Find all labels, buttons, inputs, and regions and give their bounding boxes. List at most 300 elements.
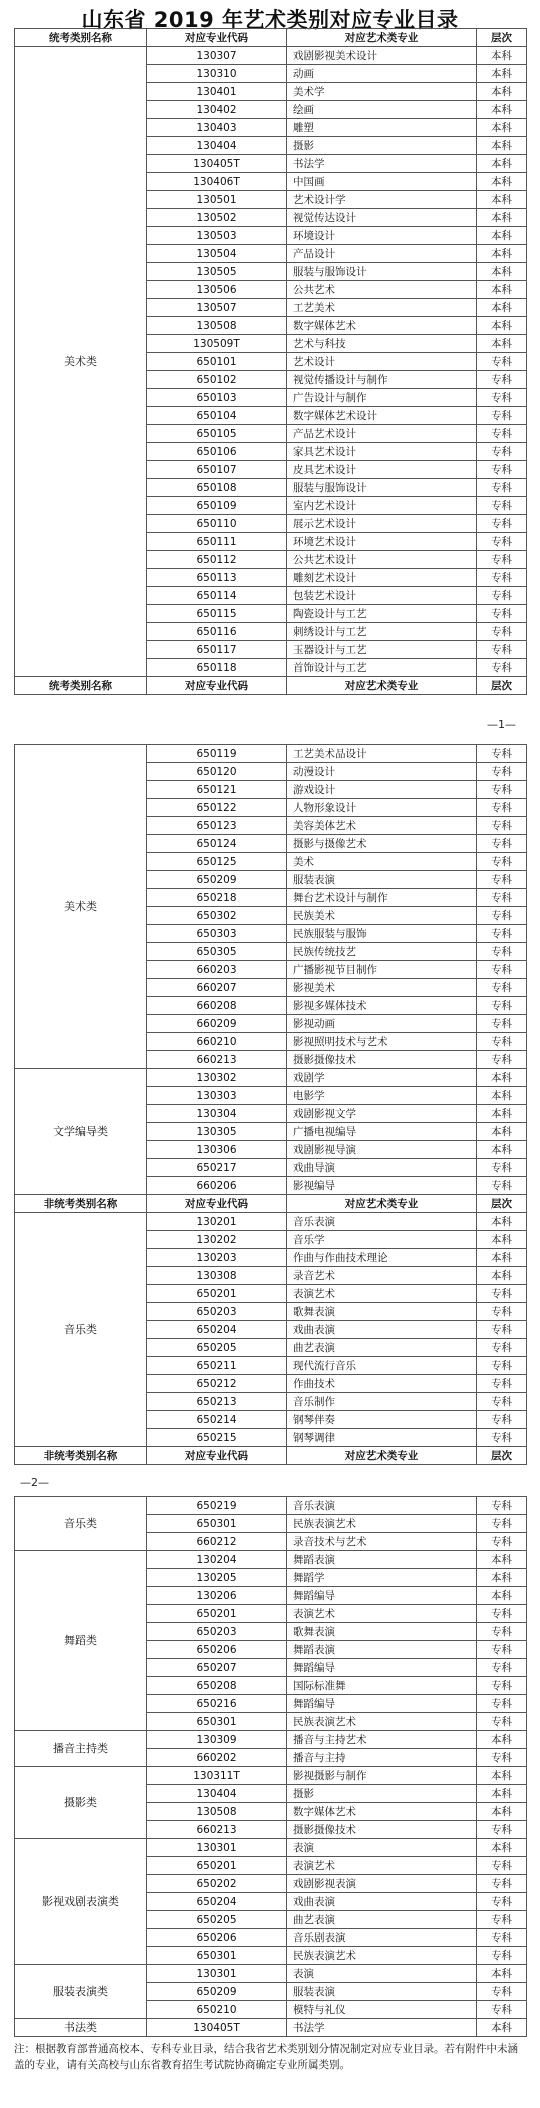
column-header: 层次 (477, 1447, 527, 1465)
major-code: 130404 (147, 1785, 287, 1803)
degree-level: 专科 (477, 461, 527, 479)
major-name: 舞蹈表演 (287, 1641, 477, 1659)
degree-level: 专科 (477, 1159, 527, 1177)
degree-level: 专科 (477, 443, 527, 461)
major-code: 660213 (147, 1051, 287, 1069)
major-code: 650214 (147, 1411, 287, 1429)
major-name: 室内艺术设计 (287, 497, 477, 515)
major-name: 舞台艺术设计与制作 (287, 889, 477, 907)
major-name: 舞蹈编导 (287, 1659, 477, 1677)
category-cell: 音乐类 (15, 1213, 147, 1447)
major-code: 130202 (147, 1231, 287, 1249)
major-name: 国际标准舞 (287, 1677, 477, 1695)
major-code: 650209 (147, 871, 287, 889)
degree-level: 专科 (477, 1893, 527, 1911)
major-name: 服装与服饰设计 (287, 479, 477, 497)
major-code: 130302 (147, 1069, 287, 1087)
degree-level: 本科 (477, 1069, 527, 1087)
table-row (15, 1069, 527, 1087)
major-code: 650212 (147, 1375, 287, 1393)
degree-level: 专科 (477, 533, 527, 551)
major-code: 650215 (147, 1429, 287, 1447)
degree-level: 专科 (477, 587, 527, 605)
column-header: 层次 (477, 677, 527, 695)
footnote: 注：根据教育部普通高校本、专科专业目录，结合我省艺术类别划分情况制定对应专业目录。若有附件中未涵盖的专业，请有关高校与山东省教育招生考试院协商确定专业所属类别。 (14, 2043, 518, 2071)
degree-level: 专科 (477, 371, 527, 389)
major-name: 作曲技术 (287, 1375, 477, 1393)
table-page-3 (14, 1496, 526, 2037)
column-header: 对应专业代码 (147, 677, 287, 695)
degree-level: 专科 (477, 1015, 527, 1033)
degree-level: 本科 (477, 1123, 527, 1141)
major-code: 130403 (147, 119, 287, 137)
degree-level: 专科 (477, 551, 527, 569)
major-name: 美术 (287, 853, 477, 871)
header-row (15, 1195, 527, 1213)
major-code: 660203 (147, 961, 287, 979)
degree-level: 专科 (477, 1641, 527, 1659)
degree-level: 本科 (477, 173, 527, 191)
major-code: 650106 (147, 443, 287, 461)
major-name: 影视照明技术与艺术 (287, 1033, 477, 1051)
degree-level: 专科 (477, 623, 527, 641)
major-name: 作曲与作曲技术理论 (287, 1249, 477, 1267)
degree-level: 本科 (477, 47, 527, 65)
degree-level: 本科 (477, 1141, 527, 1159)
major-name: 戏曲导演 (287, 1159, 477, 1177)
degree-level: 专科 (477, 889, 527, 907)
major-name: 视觉传达设计 (287, 209, 477, 227)
major-name: 民族表演艺术 (287, 1713, 477, 1731)
major-code: 130506 (147, 281, 287, 299)
major-code: 650209 (147, 1983, 287, 2001)
major-name: 音乐制作 (287, 1393, 477, 1411)
major-code: 650114 (147, 587, 287, 605)
degree-level: 专科 (477, 407, 527, 425)
table-row (15, 2019, 527, 2037)
major-code: 130307 (147, 47, 287, 65)
major-code: 650115 (147, 605, 287, 623)
major-code: 650301 (147, 1947, 287, 1965)
major-name: 美容美体艺术 (287, 817, 477, 835)
major-code: 650109 (147, 497, 287, 515)
major-name: 录音艺术 (287, 1267, 477, 1285)
column-header: 对应艺术类专业 (287, 677, 477, 695)
catalog-table (14, 1496, 527, 2037)
degree-level: 本科 (477, 263, 527, 281)
major-name: 摄影 (287, 137, 477, 155)
major-name: 首饰设计与工艺 (287, 659, 477, 677)
major-name: 雕刻艺术设计 (287, 569, 477, 587)
major-name: 播音与主持 (287, 1749, 477, 1767)
degree-level: 本科 (477, 1267, 527, 1285)
degree-level: 本科 (477, 1213, 527, 1231)
column-header: 对应艺术类专业 (287, 1195, 477, 1213)
major-code: 650204 (147, 1321, 287, 1339)
major-name: 歌舞表演 (287, 1623, 477, 1641)
major-name: 戏剧影视表演 (287, 1875, 477, 1893)
column-header: 对应专业代码 (147, 1447, 287, 1465)
major-code: 650210 (147, 2001, 287, 2019)
major-name: 工艺美术品设计 (287, 745, 477, 763)
major-name: 曲艺表演 (287, 1339, 477, 1357)
major-name: 广播影视节目制作 (287, 961, 477, 979)
catalog-table (14, 744, 527, 1465)
major-code: 660202 (147, 1749, 287, 1767)
major-code: 130508 (147, 1803, 287, 1821)
major-name: 数字媒体艺术 (287, 317, 477, 335)
major-code: 660206 (147, 1177, 287, 1195)
major-name: 服装与服饰设计 (287, 263, 477, 281)
major-code: 130405T (147, 2019, 287, 2037)
category-cell: 书法类 (15, 2019, 147, 2037)
degree-level: 专科 (477, 1749, 527, 1767)
degree-level: 专科 (477, 1623, 527, 1641)
page-number-1: —1— (487, 718, 516, 731)
degree-level: 专科 (477, 1321, 527, 1339)
major-code: 650219 (147, 1497, 287, 1515)
major-name: 表演 (287, 1839, 477, 1857)
major-name: 产品设计 (287, 245, 477, 263)
degree-level: 本科 (477, 1965, 527, 1983)
degree-level: 本科 (477, 335, 527, 353)
major-code: 650216 (147, 1695, 287, 1713)
degree-level: 专科 (477, 997, 527, 1015)
major-name: 书法学 (287, 155, 477, 173)
degree-level: 本科 (477, 1785, 527, 1803)
major-name: 环境艺术设计 (287, 533, 477, 551)
major-code: 130301 (147, 1839, 287, 1857)
degree-level: 本科 (477, 1249, 527, 1267)
major-code: 130309 (147, 1731, 287, 1749)
major-name: 服装表演 (287, 871, 477, 889)
major-name: 雕塑 (287, 119, 477, 137)
major-name: 游戏设计 (287, 781, 477, 799)
header-row (15, 677, 527, 695)
major-code: 650113 (147, 569, 287, 587)
major-code: 650218 (147, 889, 287, 907)
degree-level: 本科 (477, 119, 527, 137)
degree-level: 本科 (477, 155, 527, 173)
major-code: 130406T (147, 173, 287, 191)
major-code: 650110 (147, 515, 287, 533)
degree-level: 专科 (477, 389, 527, 407)
major-name: 戏剧影视导演 (287, 1141, 477, 1159)
major-name: 播音与主持艺术 (287, 1731, 477, 1749)
major-name: 音乐学 (287, 1231, 477, 1249)
major-name: 摄影与摄像艺术 (287, 835, 477, 853)
major-code: 130402 (147, 101, 287, 119)
degree-level: 本科 (477, 227, 527, 245)
major-name: 舞蹈编导 (287, 1587, 477, 1605)
major-code: 650208 (147, 1677, 287, 1695)
table-row (15, 1767, 527, 1785)
degree-level: 专科 (477, 1339, 527, 1357)
degree-level: 专科 (477, 763, 527, 781)
major-code: 650107 (147, 461, 287, 479)
degree-level: 本科 (477, 1731, 527, 1749)
major-code: 650301 (147, 1713, 287, 1731)
major-code: 130305 (147, 1123, 287, 1141)
degree-level: 本科 (477, 245, 527, 263)
degree-level: 专科 (477, 1533, 527, 1551)
degree-level: 专科 (477, 1497, 527, 1515)
major-code: 130504 (147, 245, 287, 263)
major-code: 130508 (147, 317, 287, 335)
degree-level: 专科 (477, 1393, 527, 1411)
major-name: 钢琴调律 (287, 1429, 477, 1447)
major-code: 650302 (147, 907, 287, 925)
column-header: 对应艺术类专业 (287, 29, 477, 47)
major-name: 美术学 (287, 83, 477, 101)
major-code: 650120 (147, 763, 287, 781)
major-code: 650206 (147, 1641, 287, 1659)
major-name: 视觉传播设计与制作 (287, 371, 477, 389)
major-code: 130501 (147, 191, 287, 209)
major-name: 公共艺术 (287, 281, 477, 299)
major-code: 650125 (147, 853, 287, 871)
degree-level: 专科 (477, 641, 527, 659)
major-code: 650211 (147, 1357, 287, 1375)
major-name: 绘画 (287, 101, 477, 119)
degree-level: 专科 (477, 1051, 527, 1069)
degree-level: 本科 (477, 137, 527, 155)
degree-level: 专科 (477, 1713, 527, 1731)
degree-level: 专科 (477, 1911, 527, 1929)
degree-level: 本科 (477, 299, 527, 317)
major-code: 650201 (147, 1857, 287, 1875)
page-number-2: —2— (20, 1476, 49, 1489)
degree-level: 本科 (477, 1551, 527, 1569)
major-code: 650202 (147, 1875, 287, 1893)
major-code: 130502 (147, 209, 287, 227)
major-code: 650305 (147, 943, 287, 961)
major-name: 摄影摄像技术 (287, 1051, 477, 1069)
major-name: 表演 (287, 1965, 477, 1983)
degree-level: 专科 (477, 1375, 527, 1393)
major-code: 130505 (147, 263, 287, 281)
degree-level: 专科 (477, 961, 527, 979)
degree-level: 本科 (477, 317, 527, 335)
degree-level: 专科 (477, 353, 527, 371)
degree-level: 专科 (477, 1695, 527, 1713)
degree-level: 本科 (477, 1087, 527, 1105)
column-header: 统考类别名称 (15, 677, 147, 695)
degree-level: 专科 (477, 1411, 527, 1429)
degree-level: 专科 (477, 1605, 527, 1623)
major-name: 表演艺术 (287, 1857, 477, 1875)
major-code: 130203 (147, 1249, 287, 1267)
degree-level: 专科 (477, 817, 527, 835)
degree-level: 本科 (477, 65, 527, 83)
major-name: 刺绣设计与工艺 (287, 623, 477, 641)
major-code: 650201 (147, 1605, 287, 1623)
major-code: 650112 (147, 551, 287, 569)
major-name: 录音技术与艺术 (287, 1533, 477, 1551)
degree-level: 专科 (477, 1677, 527, 1695)
major-name: 包装艺术设计 (287, 587, 477, 605)
major-name: 戏剧影视美术设计 (287, 47, 477, 65)
degree-level: 专科 (477, 1857, 527, 1875)
major-name: 陶瓷设计与工艺 (287, 605, 477, 623)
major-name: 民族美术 (287, 907, 477, 925)
major-code: 650104 (147, 407, 287, 425)
major-code: 660209 (147, 1015, 287, 1033)
major-name: 服装表演 (287, 1983, 477, 2001)
degree-level: 专科 (477, 871, 527, 889)
degree-level: 本科 (477, 1767, 527, 1785)
major-name: 影视美术 (287, 979, 477, 997)
major-code: 130308 (147, 1267, 287, 1285)
major-code: 650204 (147, 1893, 287, 1911)
major-name: 艺术设计学 (287, 191, 477, 209)
major-code: 650124 (147, 835, 287, 853)
header-row (15, 1447, 527, 1465)
column-header: 非统考类别名称 (15, 1195, 147, 1213)
major-code: 650301 (147, 1515, 287, 1533)
major-code: 660212 (147, 1533, 287, 1551)
category-cell: 摄影类 (15, 1767, 147, 1839)
degree-level: 本科 (477, 1569, 527, 1587)
column-header: 对应专业代码 (147, 1195, 287, 1213)
major-name: 中国画 (287, 173, 477, 191)
degree-level: 专科 (477, 1875, 527, 1893)
degree-level: 专科 (477, 1947, 527, 1965)
table-row (15, 1551, 527, 1569)
major-name: 戏剧学 (287, 1069, 477, 1087)
degree-level: 本科 (477, 281, 527, 299)
major-name: 戏曲表演 (287, 1321, 477, 1339)
degree-level: 专科 (477, 1357, 527, 1375)
major-code: 650205 (147, 1911, 287, 1929)
major-code: 650105 (147, 425, 287, 443)
major-name: 艺术与科技 (287, 335, 477, 353)
major-code: 650116 (147, 623, 287, 641)
category-cell: 美术类 (15, 745, 147, 1069)
degree-level: 专科 (477, 2001, 527, 2019)
major-code: 130201 (147, 1213, 287, 1231)
table-row (15, 1731, 527, 1749)
major-name: 展示艺术设计 (287, 515, 477, 533)
major-name: 数字媒体艺术 (287, 1803, 477, 1821)
major-name: 产品艺术设计 (287, 425, 477, 443)
major-name: 摄影摄像技术 (287, 1821, 477, 1839)
major-code: 130401 (147, 83, 287, 101)
column-header: 对应艺术类专业 (287, 1447, 477, 1465)
major-code: 130503 (147, 227, 287, 245)
degree-level: 专科 (477, 1929, 527, 1947)
degree-level: 专科 (477, 745, 527, 763)
major-code: 650207 (147, 1659, 287, 1677)
major-name: 艺术设计 (287, 353, 477, 371)
major-name: 模特与礼仪 (287, 2001, 477, 2019)
major-name: 表演艺术 (287, 1285, 477, 1303)
major-code: 130205 (147, 1569, 287, 1587)
major-name: 影视编导 (287, 1177, 477, 1195)
degree-level: 专科 (477, 479, 527, 497)
table-row (15, 1965, 527, 1983)
degree-level: 专科 (477, 605, 527, 623)
degree-level: 本科 (477, 101, 527, 119)
degree-level: 专科 (477, 1659, 527, 1677)
major-code: 660208 (147, 997, 287, 1015)
major-name: 动画 (287, 65, 477, 83)
major-code: 130509T (147, 335, 287, 353)
degree-level: 专科 (477, 515, 527, 533)
major-code: 650103 (147, 389, 287, 407)
major-name: 民族传统技艺 (287, 943, 477, 961)
major-code: 650206 (147, 1929, 287, 1947)
major-code: 650117 (147, 641, 287, 659)
category-cell: 播音主持类 (15, 1731, 147, 1767)
column-header: 对应专业代码 (147, 29, 287, 47)
table-page-1 (14, 28, 526, 695)
degree-level: 专科 (477, 425, 527, 443)
major-name: 皮具艺术设计 (287, 461, 477, 479)
degree-level: 专科 (477, 1303, 527, 1321)
degree-level: 本科 (477, 209, 527, 227)
column-header: 统考类别名称 (15, 29, 147, 47)
major-name: 舞蹈表演 (287, 1551, 477, 1569)
major-name: 民族表演艺术 (287, 1947, 477, 1965)
degree-level: 专科 (477, 907, 527, 925)
category-cell: 文学编导类 (15, 1069, 147, 1195)
degree-level: 专科 (477, 1429, 527, 1447)
category-cell: 舞蹈类 (15, 1551, 147, 1731)
major-name: 舞蹈编导 (287, 1695, 477, 1713)
major-code: 130507 (147, 299, 287, 317)
table-row (15, 1497, 527, 1515)
major-code: 130206 (147, 1587, 287, 1605)
degree-level: 本科 (477, 1105, 527, 1123)
major-code: 650122 (147, 799, 287, 817)
category-cell: 美术类 (15, 47, 147, 677)
degree-level: 专科 (477, 781, 527, 799)
category-cell: 服装表演类 (15, 1965, 147, 2019)
major-code: 650118 (147, 659, 287, 677)
degree-level: 专科 (477, 569, 527, 587)
major-name: 数字媒体艺术设计 (287, 407, 477, 425)
major-code: 660207 (147, 979, 287, 997)
table-row (15, 745, 527, 763)
degree-level: 专科 (477, 853, 527, 871)
degree-level: 本科 (477, 83, 527, 101)
major-name: 环境设计 (287, 227, 477, 245)
category-cell: 音乐类 (15, 1497, 147, 1551)
major-name: 表演艺术 (287, 1605, 477, 1623)
major-code: 130404 (147, 137, 287, 155)
major-code: 650303 (147, 925, 287, 943)
major-code: 650203 (147, 1623, 287, 1641)
major-name: 现代流行音乐 (287, 1357, 477, 1375)
major-name: 民族表演艺术 (287, 1515, 477, 1533)
degree-level: 本科 (477, 1231, 527, 1249)
major-code: 650201 (147, 1285, 287, 1303)
degree-level: 专科 (477, 497, 527, 515)
major-name: 戏曲表演 (287, 1893, 477, 1911)
major-name: 音乐剧表演 (287, 1929, 477, 1947)
degree-level: 专科 (477, 1033, 527, 1051)
degree-level: 本科 (477, 191, 527, 209)
major-name: 钢琴伴奏 (287, 1411, 477, 1429)
degree-level: 专科 (477, 925, 527, 943)
major-name: 音乐表演 (287, 1213, 477, 1231)
degree-level: 专科 (477, 1983, 527, 2001)
degree-level: 专科 (477, 1515, 527, 1533)
degree-level: 本科 (477, 1587, 527, 1605)
major-code: 130306 (147, 1141, 287, 1159)
major-name: 玉器设计与工艺 (287, 641, 477, 659)
